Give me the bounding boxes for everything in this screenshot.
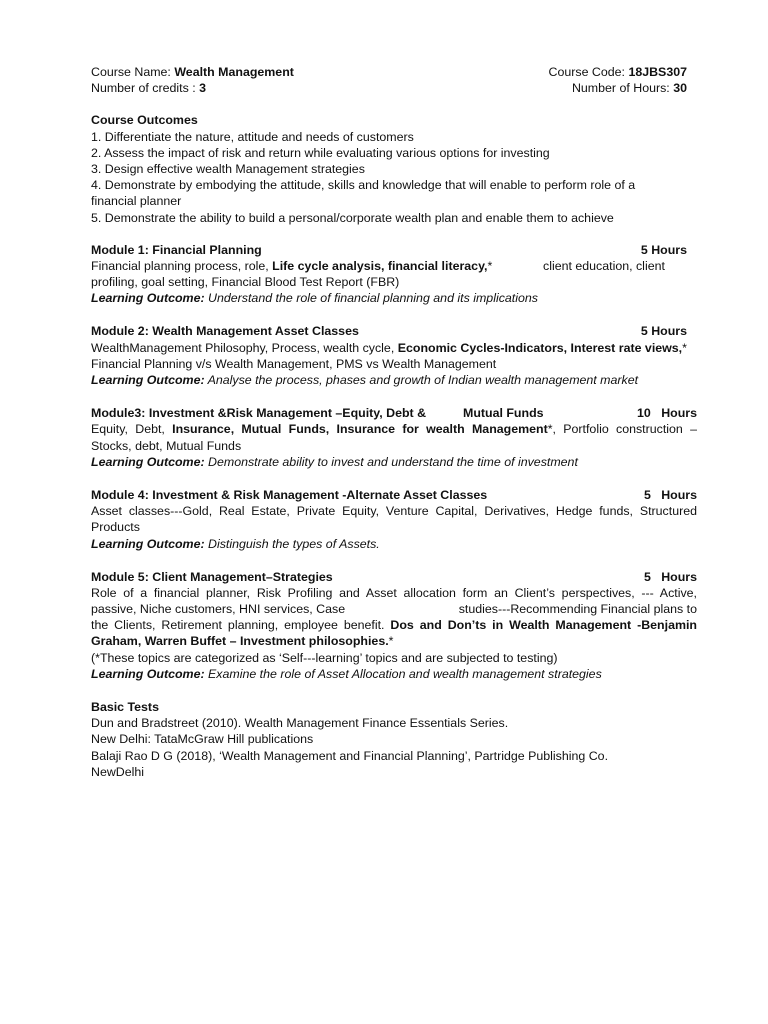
module-4-line: Products	[91, 520, 140, 535]
self-learning-note: (*These topics are categorized as ‘Self---learning’ topics and are subjected to testing)	[91, 650, 558, 665]
module-title: Module 1: Financial Planning	[91, 242, 262, 257]
learning-outcome: Learning Outcome: Understand the role of financial planning and its implications	[91, 291, 538, 306]
module-hours-unit: Hours	[661, 569, 697, 584]
learning-outcome: Learning Outcome: Demonstrate ability to invest and understand the time of investment	[91, 454, 578, 469]
course-name: Wealth Management	[174, 65, 294, 79]
module-3-heading	[91, 405, 697, 421]
module-title: Module 5: Client Management–Strategies	[91, 569, 333, 584]
basic-tests-title: Basic Tests	[91, 700, 159, 714]
course-name-row	[91, 64, 697, 80]
hours-value: 30	[673, 81, 687, 96]
module-5-heading	[91, 569, 697, 585]
module-hours-unit: Hours	[661, 406, 697, 421]
credits-row	[91, 80, 697, 96]
course-name-field: Course Name: Wealth Management	[91, 65, 294, 79]
module-title: Module 2: Wealth Management Asset Classes	[91, 324, 359, 339]
module-1-line: profiling, goal setting, Financial Blood Test Report (FBR)	[91, 275, 400, 290]
outcome-item: 1. Differentiate the nature, attitude and needs of customers	[91, 129, 414, 144]
module-hours-unit: Hours	[661, 487, 697, 502]
credits-value: 3	[199, 81, 207, 96]
module-hours: 5 Hours	[640, 324, 687, 339]
course-outcomes-title: Course Outcomes	[91, 113, 198, 128]
outcome-item: financial planner	[91, 194, 182, 209]
module-1-heading	[91, 242, 697, 258]
module-3-line: Equity, Debt, Insurance, Mutual Funds, Insurance for wealth Management*, Portfolio construction –	[91, 422, 697, 437]
outcome-item: 4. Demonstrate by embodying the attitude, skills and knowledge that will enable to perform role of a	[91, 178, 636, 193]
module-hours: 5	[644, 487, 651, 502]
module-5-line: passive, Niche customers, HNI services, Case studies---Recommending Financial plans to	[91, 602, 697, 617]
reference-item: Dun and Bradstreet (2010). Wealth Management Finance Essentials Series.	[91, 716, 509, 731]
module-1-line: Financial planning process, role, Life cycle analysis, financial literacy,* client education, client	[91, 258, 665, 273]
module-2-line: WealthManagement Philosophy, Process, wealth cycle, Economic Cycles-Indicators, Interest rate views,*	[91, 340, 687, 355]
module-3-line: Stocks, debt, Mutual Funds	[91, 438, 242, 453]
module-title-continued: Mutual Funds	[463, 406, 544, 421]
module-hours: 5	[644, 569, 651, 584]
module-hours: 5 Hours	[640, 242, 687, 257]
course-code: 18JBS307	[628, 65, 687, 79]
module-4-heading	[91, 487, 697, 503]
module-5-line: Graham, Warren Buffet – Investment philosophies.*	[91, 634, 394, 649]
reference-item: NewDelhi	[91, 764, 145, 779]
document-page	[91, 64, 697, 780]
module-title: Module3: Investment &Risk Management –Equity, Debt &	[91, 406, 427, 421]
course-code-field: Course Code: 18JBS307	[548, 65, 687, 79]
module-hours: 10	[637, 406, 651, 421]
outcome-item: 2. Assess the impact of risk and return while evaluating various options for investing	[91, 145, 550, 160]
module-4-line: Asset classes---Gold, Real Estate, Private Equity, Venture Capital, Derivatives, Hedge funds, Structured	[91, 504, 697, 519]
module-2-heading	[91, 323, 697, 339]
module-title: Module 4: Investment & Risk Management -Alternate Asset Classes	[91, 487, 488, 502]
reference-item: New Delhi: TataMcGraw Hill publications	[91, 732, 314, 747]
module-5-line: the Clients, Retirement planning, employee benefit. Dos and Don’ts in Wealth Management -Benjamin	[91, 618, 697, 633]
learning-outcome: Learning Outcome: Examine the role of Asset Allocation and wealth management strategies	[91, 666, 602, 681]
learning-outcome: Learning Outcome: Distinguish the types of Assets.	[91, 536, 380, 551]
credits-field: Number of credits : 3	[91, 81, 207, 96]
outcome-item: 5. Demonstrate the ability to build a personal/corporate wealth plan and enable them to achieve	[91, 210, 614, 225]
reference-item: Balaji Rao D G (2018), ‘Wealth Management and Financial Planning’, Partridge Publishing Co.	[91, 748, 609, 763]
hours-field: Number of Hours: 30	[571, 81, 687, 96]
module-5-line: Role of a financial planner, Risk Profiling and Asset allocation form an Client’s perspectives, --- Active,	[91, 585, 697, 600]
learning-outcome: Learning Outcome: Analyse the process, phases and growth of Indian wealth management market	[91, 373, 639, 387]
outcome-item: 3. Design effective wealth Management strategies	[91, 161, 365, 176]
module-2-line: Financial Planning v/s Wealth Management, PMS vs Wealth Management	[91, 356, 497, 371]
